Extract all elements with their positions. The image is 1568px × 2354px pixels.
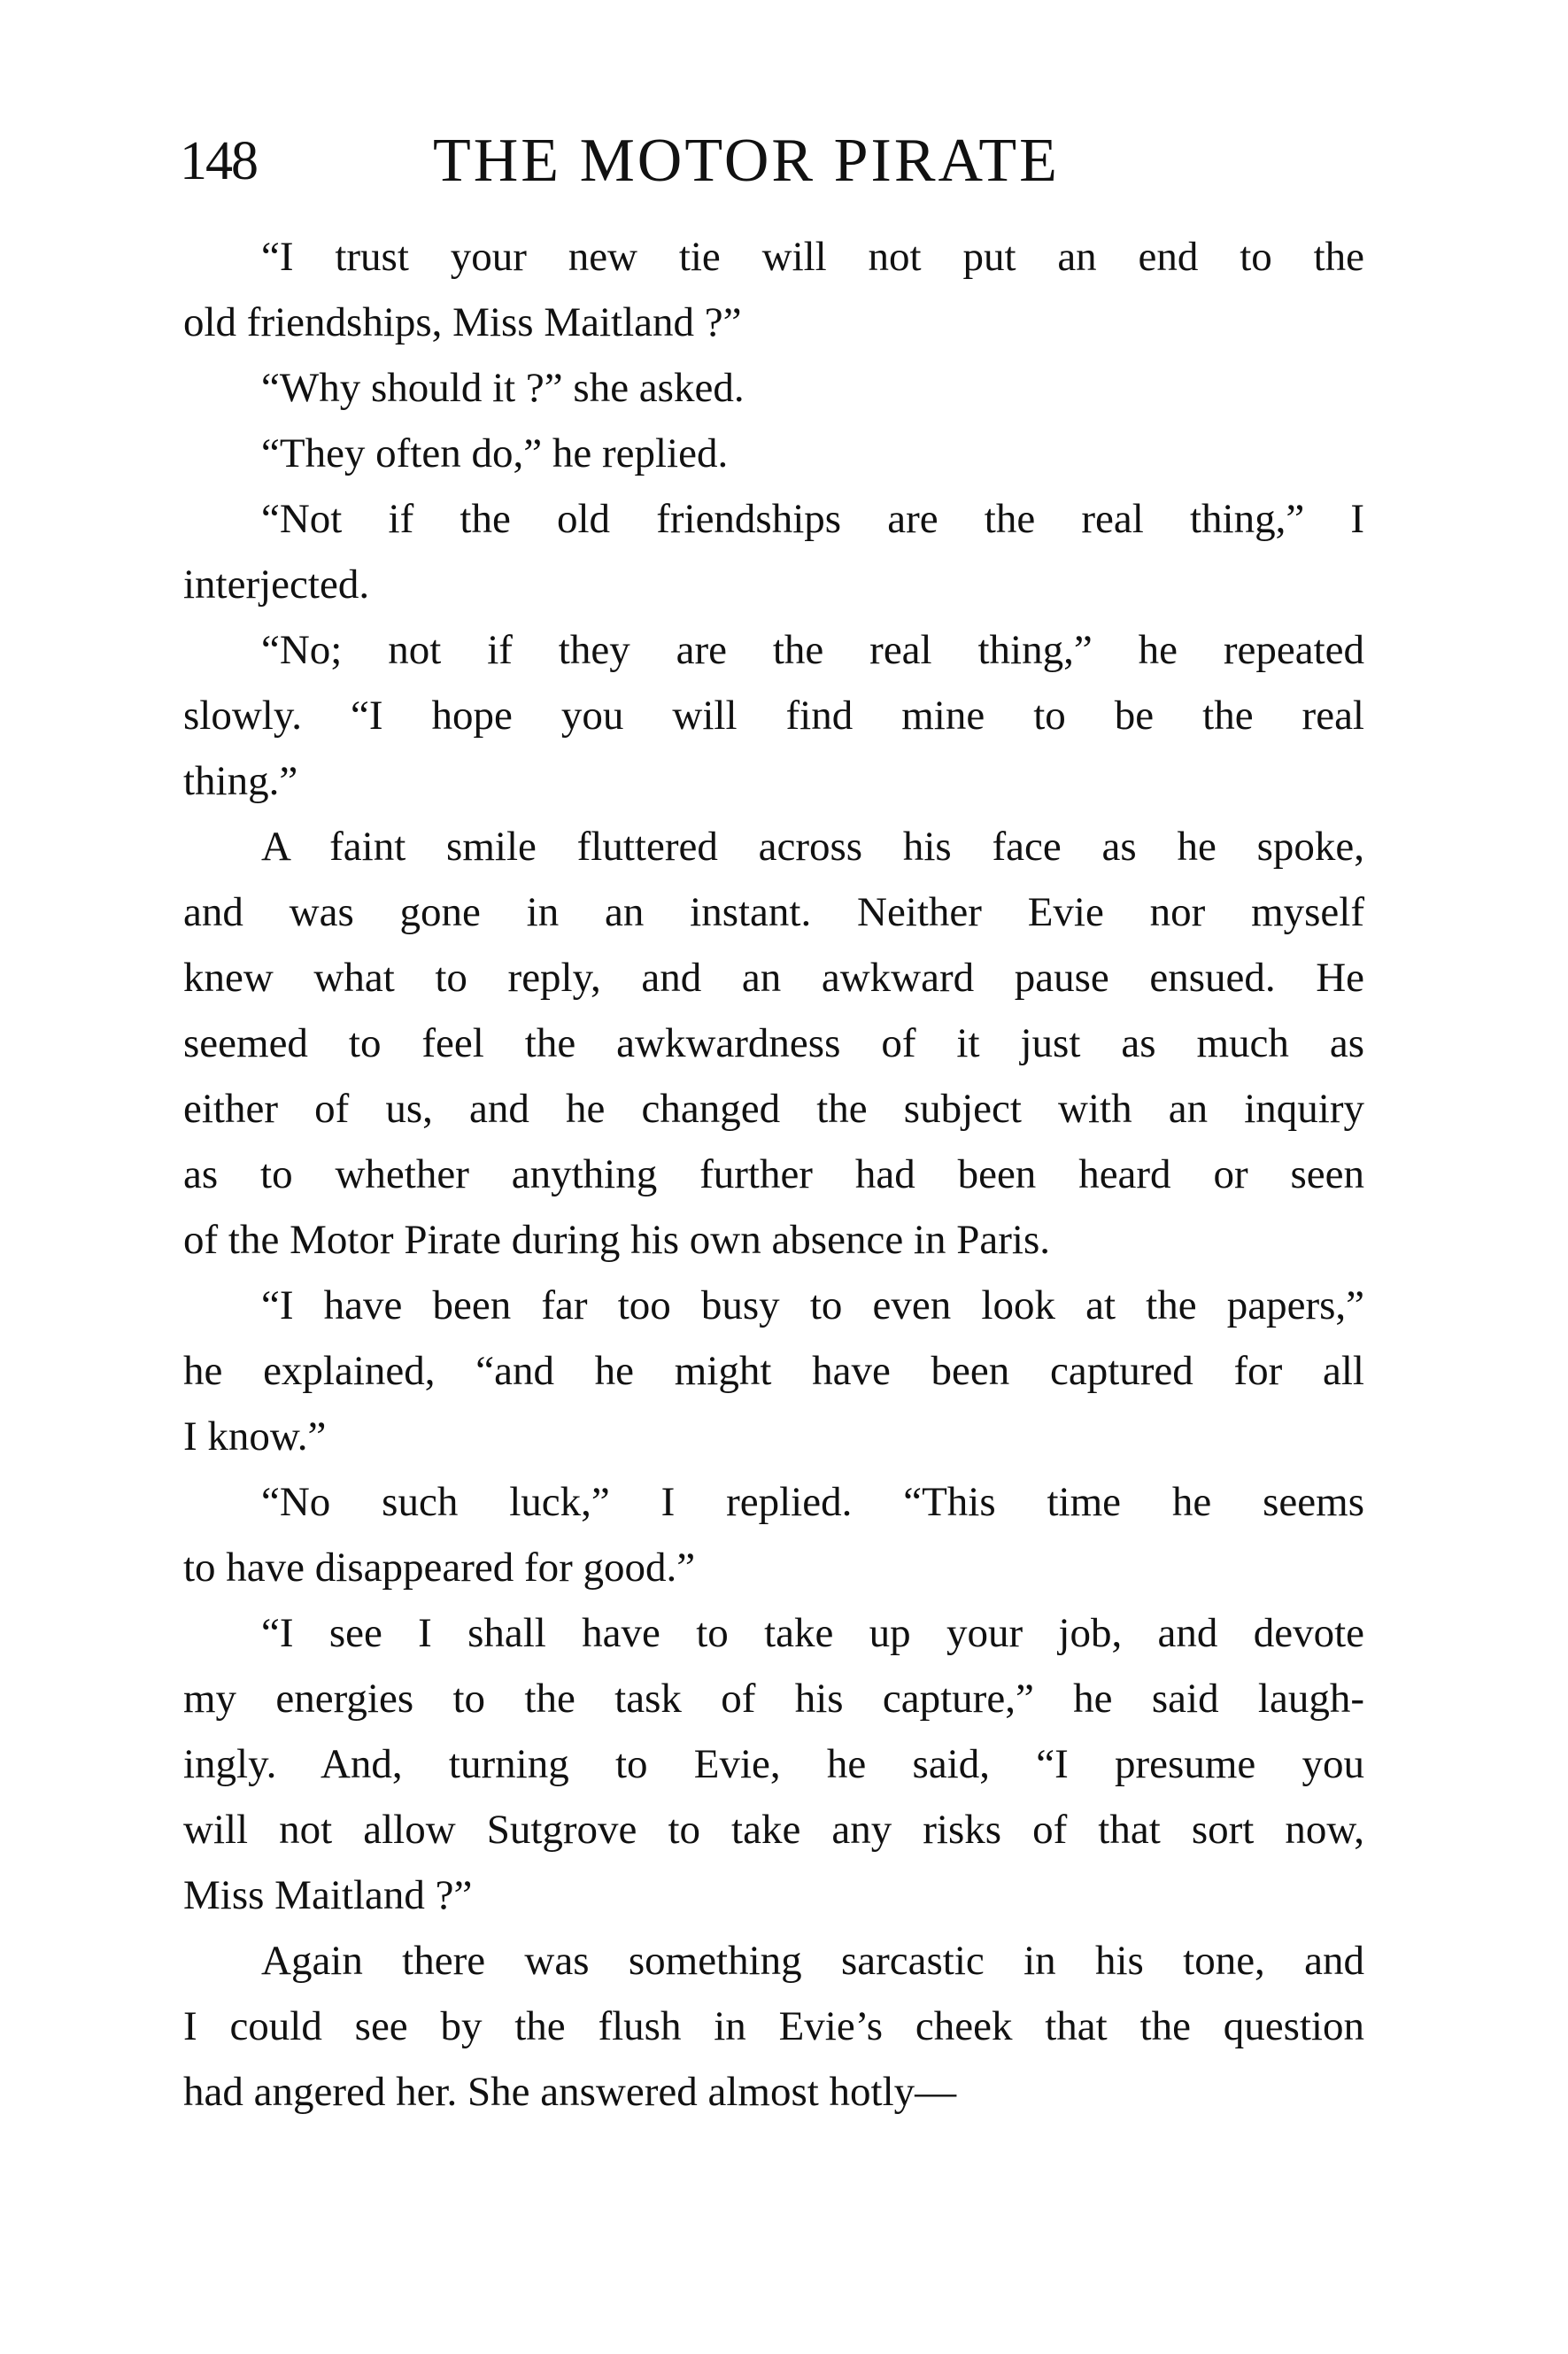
- text-line: old friendships, Miss Maitland ?”: [183, 299, 742, 345]
- text-line: to have disappeared for good.”: [183, 1545, 696, 1591]
- text-line: “I see I shall have to take up your job, and devote: [261, 1610, 1364, 1656]
- text-line: thing.”: [183, 758, 298, 804]
- text-line: as to whether anything further had been heard or seen: [183, 1151, 1364, 1197]
- text-line: “I have been far too busy to even look at the papers,”: [261, 1282, 1364, 1328]
- text-line: “Why should it ?” she asked.: [261, 365, 745, 411]
- text-line: either of us, and he changed the subject with an inquiry: [183, 1086, 1364, 1132]
- text-line: knew what to reply, and an awkward pause ensued. He: [183, 955, 1364, 1001]
- text-line: slowly. “I hope you will find mine to be the real: [183, 693, 1364, 739]
- text-line: I could see by the flush in Evie’s cheek that the question: [183, 2003, 1364, 2049]
- text-line: A faint smile fluttered across his face as he spoke,: [261, 824, 1364, 870]
- text-line: Again there was something sarcastic in his tone, and: [261, 1938, 1364, 1984]
- running-title: THE MOTOR PIRATE: [433, 127, 1060, 195]
- text-line: and was gone in an instant. Neither Evie nor myself: [183, 889, 1364, 935]
- text-line: interjected.: [183, 561, 370, 608]
- text-line: I know.”: [183, 1413, 327, 1460]
- text-line: “No; not if they are the real thing,” he repeated: [261, 627, 1364, 673]
- page-number: 148: [180, 131, 257, 191]
- text-line: “They often do,” he replied.: [261, 430, 729, 476]
- text-line: “No such luck,” I replied. “This time he seems: [261, 1479, 1364, 1525]
- text-line: Miss Maitland ?”: [183, 1872, 473, 1918]
- page-body-text: [183, 224, 1364, 2125]
- text-line: my energies to the task of his capture,” he said laugh-: [183, 1676, 1364, 1722]
- text-line: “Not if the old friendships are the real thing,” I: [261, 496, 1364, 542]
- text-line: will not allow Sutgrove to take any risks of that sort now,: [183, 1807, 1364, 1853]
- text-line: had angered her. She answered almost hotly—: [183, 2069, 957, 2115]
- text-line: of the Motor Pirate during his own absence in Paris.: [183, 1217, 1050, 1263]
- text-line: he explained, “and he might have been captured for all: [183, 1348, 1364, 1394]
- text-line: ingly. And, turning to Evie, he said, “I presume you: [183, 1741, 1364, 1787]
- text-line: seemed to feel the awkwardness of it just as much as: [183, 1020, 1364, 1066]
- text-line: “I trust your new tie will not put an end to the: [261, 234, 1364, 280]
- running-header: [180, 121, 1366, 201]
